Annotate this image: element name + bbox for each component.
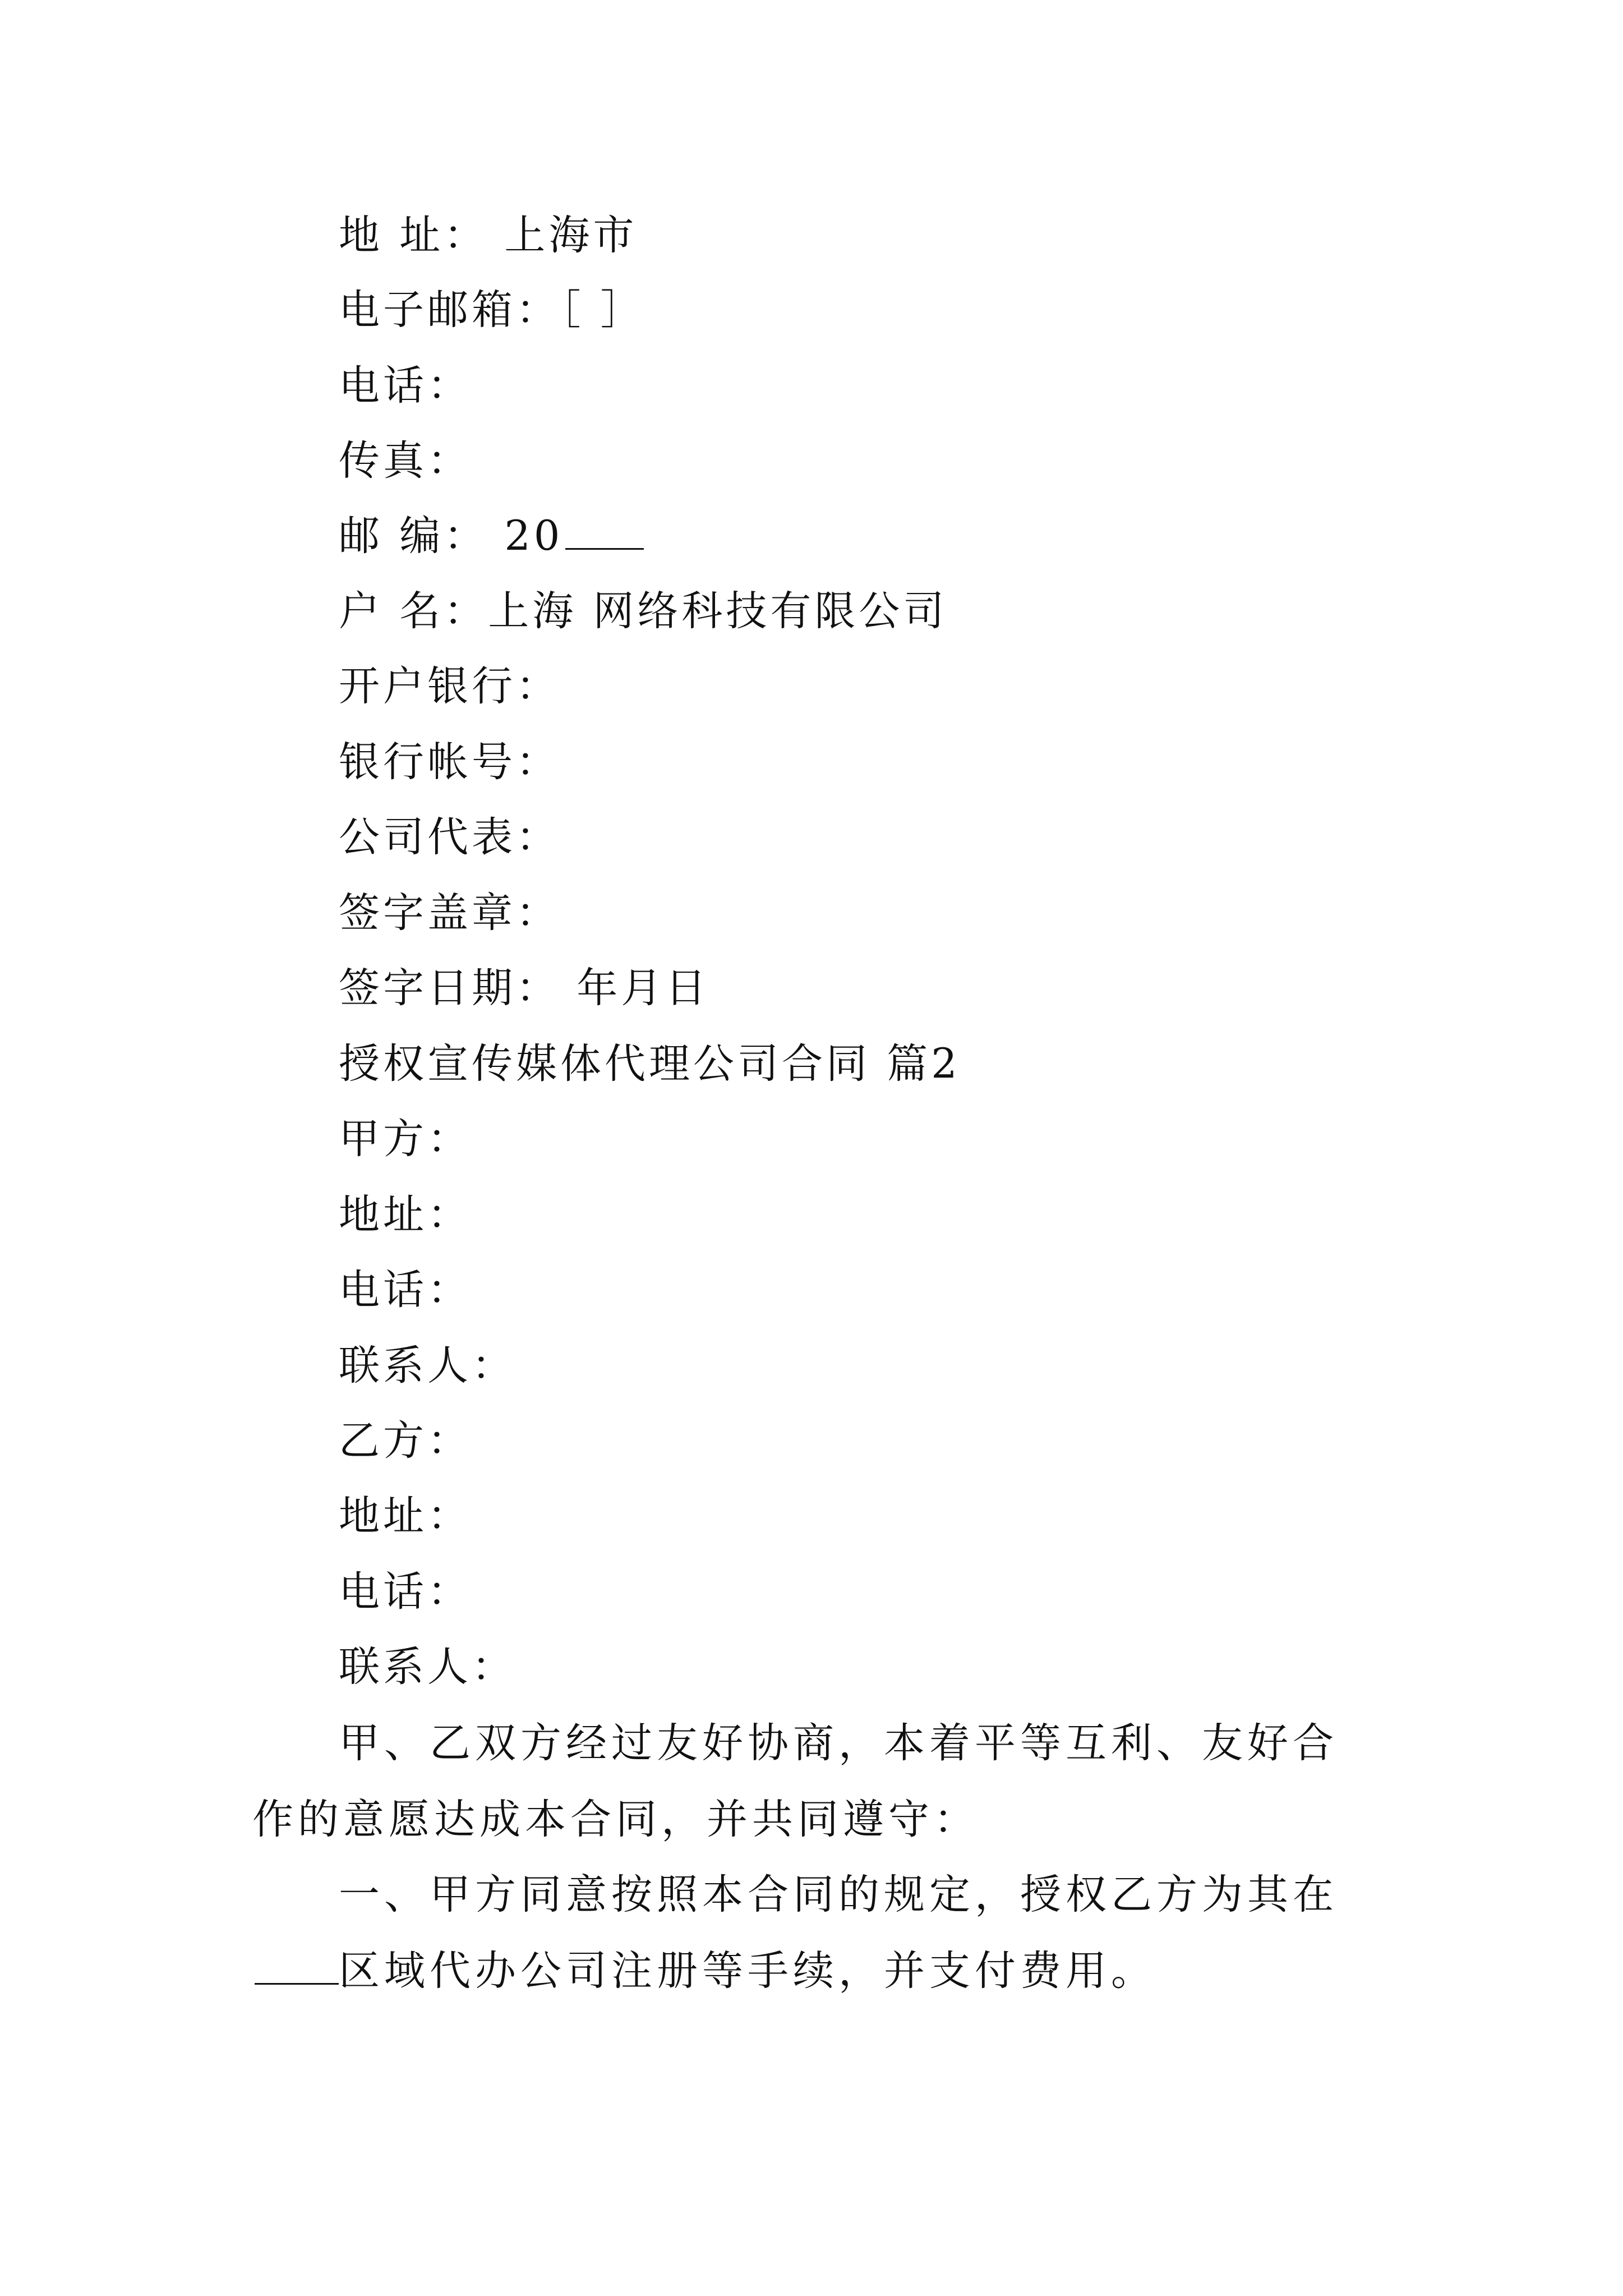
party-b-phone: 电话： xyxy=(339,1568,472,1616)
bank-account-line: 银行帐号： xyxy=(339,738,560,786)
account-name-line: 户 名：上海 网络科技有限公司 xyxy=(339,587,948,635)
clause-1-paragraph xyxy=(252,1857,1382,2009)
address-line: 地 址： 上海市 xyxy=(339,211,638,259)
company-rep-line: 公司代表： xyxy=(339,813,560,861)
party-a-address: 地址： xyxy=(339,1191,472,1239)
signature-seal-line: 签字盖章： xyxy=(339,889,560,937)
signature-date-line: 签字日期： 年月日 xyxy=(339,964,710,1012)
postcode-blank xyxy=(565,514,644,550)
postcode-line xyxy=(339,508,644,564)
clause-1-text-a: 一、甲方同意按照本合同的规定，授权乙方为其在 xyxy=(339,1871,1338,1918)
region-blank xyxy=(255,1949,339,1985)
fax-line: 传真： xyxy=(339,437,472,485)
party-b-label: 乙方： xyxy=(339,1417,472,1465)
party-b-contact: 联系人： xyxy=(339,1643,516,1691)
party-a-contact: 联系人： xyxy=(339,1342,516,1389)
party-a-label: 甲方： xyxy=(339,1115,472,1163)
section-title: 授权宣传媒体代理公司合同 篇2 xyxy=(339,1040,961,1088)
party-a-phone: 电话： xyxy=(339,1266,472,1314)
preamble-paragraph: 甲、乙双方经过友好协商，本着平等互利、友好合作的意愿达成本合同，并共同遵守： xyxy=(252,1719,1338,1843)
party-b-address: 地址： xyxy=(339,1492,472,1540)
bank-line: 开户银行： xyxy=(339,662,560,710)
email-line: 电子邮箱：［ ］ xyxy=(339,286,645,334)
phone-line: 电话： xyxy=(339,362,472,409)
clause-1-text-b: 区域代办公司注册等手续，并支付费用。 xyxy=(339,1947,1156,1995)
postcode-text: 邮 编： 20 xyxy=(339,512,564,560)
